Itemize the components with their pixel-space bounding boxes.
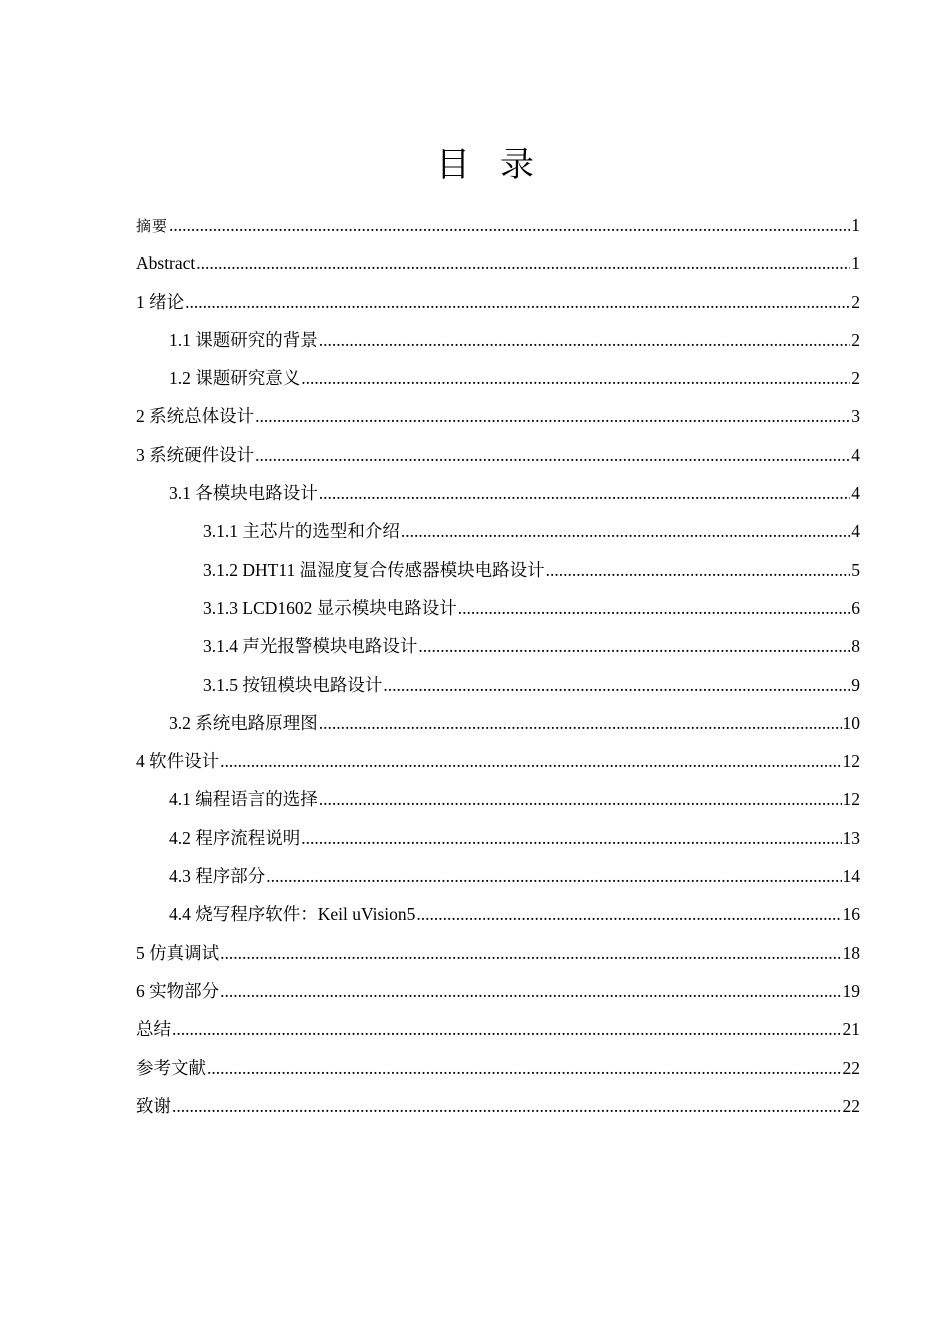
toc-entry-section-3-1-3[interactable] <box>136 589 860 627</box>
toc-entry-section-3-1-1[interactable] <box>136 512 860 550</box>
toc-leader-dots <box>418 627 850 665</box>
toc-leader-dots <box>301 359 850 397</box>
toc-entry-page: 19 <box>842 980 860 1001</box>
toc-leader-dots <box>255 436 850 474</box>
toc-leader-dots <box>319 474 851 512</box>
toc-entry-page: 4 <box>851 483 860 504</box>
toc-entry-section-4-2[interactable] <box>136 819 860 857</box>
toc-entry-label: 4.4 烧写程序软件：Keil uVision5 <box>169 904 416 925</box>
toc-entry-label: 3.1.3 LCD1602 显示模块电路设计 <box>203 597 457 618</box>
toc-leader-dots <box>220 934 841 972</box>
toc-leader-dots <box>207 1049 842 1087</box>
toc-entry-label: Abstract <box>136 253 196 274</box>
toc-list <box>136 206 860 1125</box>
toc-entry-chapter-6[interactable] <box>136 972 860 1010</box>
toc-entry-label: 摘要 <box>136 219 169 235</box>
toc-entry-section-3-2[interactable] <box>136 704 860 742</box>
toc-entry-chapter-5[interactable] <box>136 934 860 972</box>
toc-entry-label: 6 实物部分 <box>136 980 220 1001</box>
toc-title: 目录 <box>436 145 564 185</box>
toc-leader-dots <box>546 551 851 589</box>
toc-entry-chapter-3[interactable] <box>136 436 860 474</box>
toc-entry-page: 5 <box>851 559 860 580</box>
toc-entry-label: 总结 <box>136 1019 171 1040</box>
toc-entry-label: 4.2 程序流程说明 <box>169 827 301 848</box>
toc-leader-dots <box>319 780 842 818</box>
toc-entry-page: 14 <box>842 866 860 887</box>
toc-leader-dots <box>172 1010 842 1048</box>
toc-leader-dots <box>319 321 851 359</box>
toc-entry-label: 3.1.2 DHT11 温湿度复合传感器模块电路设计 <box>203 559 545 580</box>
toc-leader-dots <box>220 972 841 1010</box>
toc-entry-page: 2 <box>851 368 860 389</box>
toc-leader-dots <box>319 704 842 742</box>
toc-entry-section-3-1-2[interactable] <box>136 551 860 589</box>
toc-leader-dots <box>301 819 841 857</box>
toc-entry-page: 4 <box>851 444 860 465</box>
toc-entry-label: 3 系统硬件设计 <box>136 444 255 465</box>
toc-entry-section-4-1[interactable] <box>136 780 860 818</box>
toc-entry-section-3-1[interactable] <box>136 474 860 512</box>
toc-entry-page: 1 <box>851 253 860 274</box>
toc-entry-label: 5 仿真调试 <box>136 942 220 963</box>
toc-entry-section-1-1[interactable] <box>136 321 860 359</box>
toc-entry-label: 4 软件设计 <box>136 751 220 772</box>
toc-entry-label: 1.2 课题研究意义 <box>169 368 301 389</box>
toc-entry-label: 3.2 系统电路原理图 <box>169 712 318 733</box>
toc-entry-label: 1 绪论 <box>136 291 185 312</box>
toc-entry-page: 1 <box>851 215 860 235</box>
toc-entry-page: 4 <box>851 521 860 542</box>
toc-entry-acknowledgements[interactable] <box>136 1087 860 1125</box>
toc-entry-page: 3 <box>851 406 860 427</box>
toc-entry-chapter-4[interactable] <box>136 742 860 780</box>
toc-entry-chapter-2[interactable] <box>136 397 860 435</box>
toc-entry-label: 3.1.4 声光报警模块电路设计 <box>203 636 418 657</box>
toc-leader-dots <box>458 589 851 627</box>
toc-entry-page: 9 <box>851 674 860 695</box>
toc-entry-page: 18 <box>842 942 860 963</box>
toc-entry-page: 12 <box>842 789 860 810</box>
toc-entry-page: 8 <box>851 636 860 657</box>
toc-entry-page: 12 <box>842 751 860 772</box>
toc-entry-page: 6 <box>851 597 860 618</box>
toc-entry-section-4-3[interactable] <box>136 857 860 895</box>
toc-leader-dots <box>266 857 841 895</box>
toc-entry-label: 2 系统总体设计 <box>136 406 255 427</box>
toc-entry-label: 参考文献 <box>136 1057 206 1078</box>
toc-entry-label: 4.3 程序部分 <box>169 866 266 887</box>
toc-entry-summary[interactable] <box>136 1010 860 1048</box>
toc-entry-label: 3.1.1 主芯片的选型和介绍 <box>203 521 400 542</box>
toc-entry-chapter-1[interactable] <box>136 283 860 321</box>
toc-entry-abstract-en[interactable] <box>136 244 860 282</box>
toc-leader-dots <box>383 666 850 704</box>
toc-entry-page: 16 <box>842 904 860 925</box>
toc-entry-page: 22 <box>842 1057 860 1078</box>
toc-entry-references[interactable] <box>136 1049 860 1087</box>
toc-entry-page: 22 <box>842 1095 860 1116</box>
toc-leader-dots <box>196 244 850 282</box>
toc-leader-dots <box>185 283 850 321</box>
toc-entry-abstract-cn[interactable] <box>136 206 860 244</box>
toc-entry-page: 2 <box>851 291 860 312</box>
toc-entry-page: 21 <box>842 1019 860 1040</box>
toc-entry-section-3-1-4[interactable] <box>136 627 860 665</box>
toc-leader-dots <box>220 742 841 780</box>
toc-entry-label: 1.1 课题研究的背景 <box>169 329 318 350</box>
toc-entry-label: 致谢 <box>136 1095 171 1116</box>
toc-entry-page: 2 <box>851 329 860 350</box>
toc-entry-section-4-4[interactable] <box>136 895 860 933</box>
toc-entry-section-3-1-5[interactable] <box>136 666 860 704</box>
toc-entry-label: 3.1.5 按钮模块电路设计 <box>203 674 383 695</box>
toc-leader-dots <box>169 206 850 244</box>
toc-entry-page: 10 <box>842 712 860 733</box>
toc-entry-page: 13 <box>842 827 860 848</box>
toc-leader-dots <box>255 397 850 435</box>
toc-leader-dots <box>416 895 841 933</box>
toc-leader-dots <box>401 512 850 550</box>
toc-leader-dots <box>172 1087 842 1125</box>
toc-entry-label: 4.1 编程语言的选择 <box>169 789 318 810</box>
toc-entry-label: 3.1 各模块电路设计 <box>169 483 318 504</box>
toc-entry-section-1-2[interactable] <box>136 359 860 397</box>
